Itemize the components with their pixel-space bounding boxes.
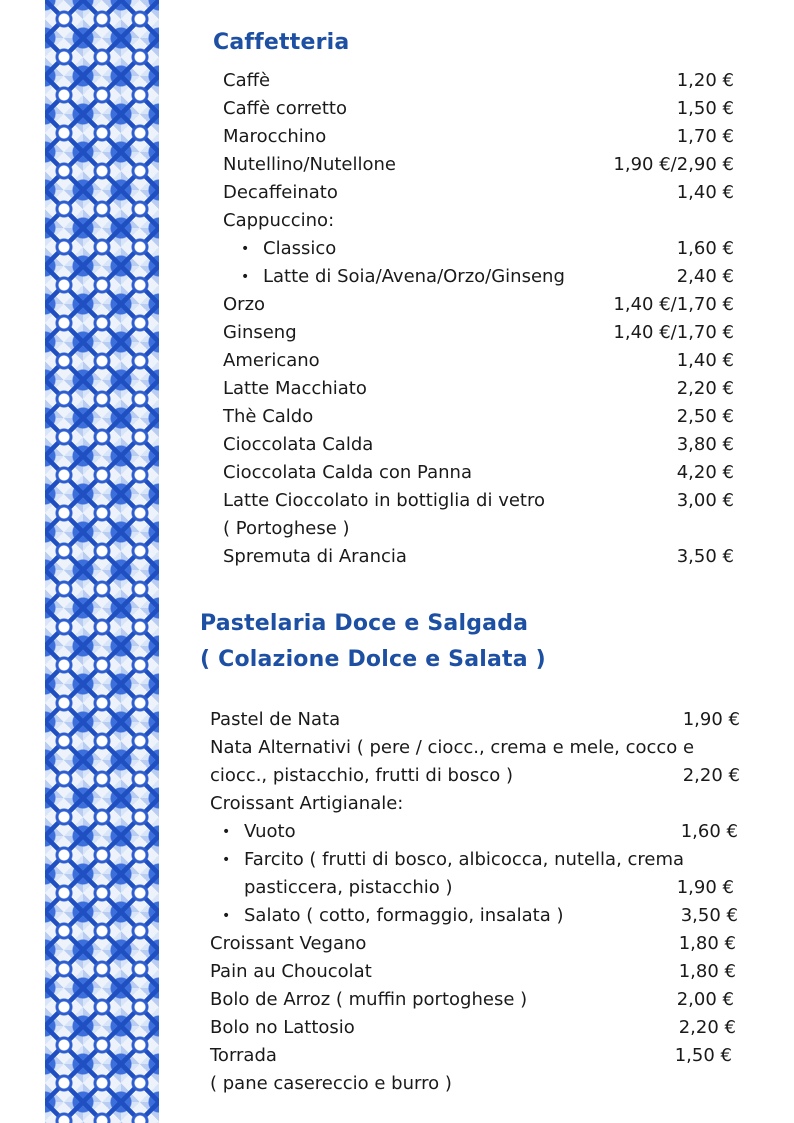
menu-item <box>223 319 734 347</box>
item-name: Bolo no Lattosio <box>210 1017 355 1038</box>
item-name: • Vuoto <box>244 818 296 846</box>
menu-item <box>244 902 738 930</box>
menu-item <box>263 235 734 263</box>
item-name: Decaffeinato <box>223 182 338 203</box>
item-name: Pain au Choucolat <box>210 961 372 982</box>
item-price: 1,50 € <box>674 1045 732 1066</box>
section-subtitle-colazione: ( Colazione Dolce e Salata ) <box>200 647 546 672</box>
item-price: 1,90 € <box>676 877 734 898</box>
azulejo-tile-border <box>45 0 159 1123</box>
item-price: 1,40 €/1,70 € <box>613 294 734 315</box>
item-name: Croissant Vegano <box>210 933 367 954</box>
item-name: Latte Cioccolato in bottiglia di vetro <box>223 490 545 511</box>
item-name: Orzo <box>223 294 266 315</box>
menu-item <box>263 263 734 291</box>
item-price: 3,50 € <box>676 546 734 567</box>
item-name: Caffè corretto <box>223 98 347 119</box>
menu-item <box>223 67 734 95</box>
item-price: 3,50 € <box>680 905 738 926</box>
item-name: Nata Alternativi ( pere / ciocc., crema e mele, cocco e <box>210 737 695 758</box>
item-name: • Latte di Soia/Avena/Orzo/Ginseng <box>263 263 565 291</box>
item-name: Croissant Artigianale: <box>210 793 404 814</box>
item-name: Spremuta di Arancia <box>223 546 407 567</box>
item-price: 1,90 € <box>682 709 740 730</box>
menu-item <box>223 123 734 151</box>
section-title-pastelaria: Pastelaria Doce e Salgada <box>200 611 529 636</box>
item-price: 1,80 € <box>678 961 736 982</box>
menu-category <box>210 790 740 818</box>
menu-item <box>223 543 734 571</box>
item-price: 2,40 € <box>676 266 734 287</box>
item-price: 1,40 € <box>676 182 734 203</box>
item-price: 1,80 € <box>678 933 736 954</box>
item-price: 1,50 € <box>676 98 734 119</box>
item-price: 3,00 € <box>676 490 734 511</box>
menu-item <box>244 818 738 846</box>
item-price: 2,20 € <box>682 765 740 786</box>
item-price: 2,20 € <box>678 1017 736 1038</box>
menu-item <box>223 179 734 207</box>
menu-item <box>223 403 734 431</box>
item-name: • Classico <box>263 235 336 263</box>
menu-item <box>210 986 734 1014</box>
item-price: 1,70 € <box>676 126 734 147</box>
menu-item <box>223 151 734 179</box>
item-price: 1,60 € <box>680 821 738 842</box>
menu-item <box>210 1042 732 1070</box>
item-name: Pastel de Nata <box>210 709 341 730</box>
item-price: 2,50 € <box>676 406 734 427</box>
item-name: Latte Macchiato <box>223 378 367 399</box>
item-price: 1,40 € <box>676 350 734 371</box>
menu-item <box>223 487 734 515</box>
menu-item-note <box>223 515 734 543</box>
menu-item <box>223 459 734 487</box>
item-name: Cioccolata Calda con Panna <box>223 462 472 483</box>
item-name: • Farcito ( frutti di bosco, albicocca, nutella, crema <box>244 846 684 874</box>
item-price: 2,20 € <box>676 378 734 399</box>
item-name: pasticcera, pistacchio ) <box>244 877 453 898</box>
menu-item-note <box>210 1070 740 1098</box>
menu-item <box>210 706 740 734</box>
item-price: 1,60 € <box>676 238 734 259</box>
item-name: Nutellino/Nutellone <box>223 154 396 175</box>
menu-item <box>210 734 740 762</box>
item-price: 1,90 €/2,90 € <box>613 154 734 175</box>
item-price: 1,20 € <box>676 70 734 91</box>
item-name: Americano <box>223 350 320 371</box>
menu-item <box>244 846 738 874</box>
item-name: Cappuccino: <box>223 210 335 231</box>
item-price: 4,20 € <box>676 462 734 483</box>
item-name: Marocchino <box>223 126 327 147</box>
menu-item <box>223 431 734 459</box>
menu-item <box>210 762 740 790</box>
item-name: ( Portoghese ) <box>223 518 350 539</box>
item-name: Cioccolata Calda <box>223 434 374 455</box>
menu-item <box>223 95 734 123</box>
menu-item <box>223 375 734 403</box>
menu-item <box>244 874 734 902</box>
item-name: Caffè <box>223 70 271 91</box>
menu-item <box>223 291 734 319</box>
item-name: Thè Caldo <box>223 406 314 427</box>
menu-item <box>210 930 736 958</box>
item-name: ciocc., pistacchio, frutti di bosco ) <box>210 765 514 786</box>
menu-item <box>210 1014 736 1042</box>
section-title-caffetteria: Caffetteria <box>213 30 350 55</box>
item-price: 2,00 € <box>676 989 734 1010</box>
menu-item <box>210 958 736 986</box>
item-name: • Salato ( cotto, formaggio, insalata ) <box>244 902 564 930</box>
item-name: Torrada <box>210 1045 277 1066</box>
menu-category <box>223 207 734 235</box>
item-name: Ginseng <box>223 322 297 343</box>
item-name: ( pane casereccio e burro ) <box>210 1073 452 1094</box>
item-name: Bolo de Arroz ( muffin portoghese ) <box>210 989 528 1010</box>
menu-item <box>223 347 734 375</box>
item-price: 1,40 €/1,70 € <box>613 322 734 343</box>
item-price: 3,80 € <box>676 434 734 455</box>
